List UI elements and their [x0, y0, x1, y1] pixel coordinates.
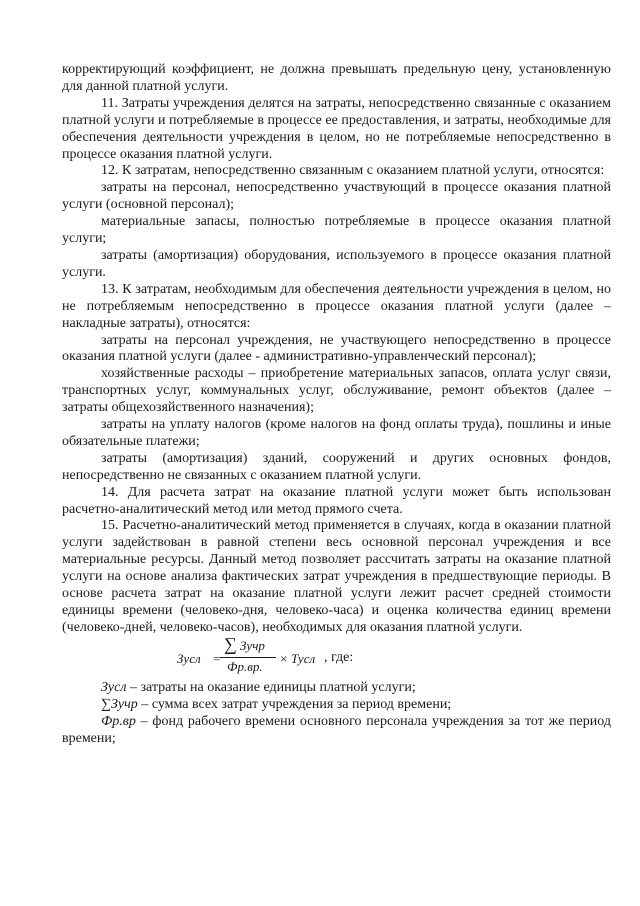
formula-tail: , где: — [324, 649, 354, 665]
definition-zusl — [62, 680, 611, 697]
paragraph-13-item-admin-staff: затраты на персонал учреждения, не участвующего непосредственно в процессе оказания платной услуги (далее - административно-управленческий персонал); — [62, 332, 611, 365]
paragraph-11: 11. Затраты учреждения делятся на затраты, непосредственно связанные с оказанием платной услуги и потребляемые в процессе ее предоставления, и затраты, необходимые для обеспечения деятельности учреждения в целом, но не потребляемые непосредственно в процессе оказания платной услуги. — [62, 95, 611, 162]
definition-sum-sign: ∑ — [101, 696, 111, 712]
formula-lhs: Зусл — [177, 650, 201, 666]
formula-factor: Тусл — [291, 650, 316, 666]
paragraph-15: 15. Расчетно-аналитический метод применяется в случаях, когда в оказании платной услуги задействован в равной степени весь основной персонал учреждения и все материальные ресурсы. Данный метод позволяет рассчитать затраты на оказание платной услуги на основе анализа фактических затрат учреждения в предшествующие периоды. В основе расчета затрат на оказание платной услуги лежит расчет средней стоимости единицы времени (человеко-дня, человеко-часа) и оценка количества единиц времени (человеко-дней, человеко-часов), необходимых для оказания платной услуги. — [62, 518, 611, 635]
paragraph-12-item-materials: материальные запасы, полностью потребляемые в процессе оказания платной услуги; — [62, 214, 611, 247]
formula-sum-sign: ∑ — [224, 633, 237, 654]
formula-times: × — [280, 650, 288, 666]
formula-fraction-bar — [220, 657, 276, 658]
definition-term: Фр.вр — [101, 713, 136, 729]
paragraph-13-item-taxes: затраты на уплату налогов (кроме налогов на фонд оплаты труда), пошлины и иные обязательные платежи; — [62, 417, 611, 449]
cost-formula — [62, 633, 611, 678]
paragraph-13: 13. К затратам, необходимым для обеспечения деятельности учреждения в целом, но не потребляемым непосредственно в процессе оказания платной услуги (далее – накладные затраты), относятся: — [62, 281, 611, 331]
formula-equals: = — [213, 650, 221, 666]
definition-text: – затраты на оказание единицы платной услуги; — [126, 679, 416, 695]
paragraph-12-item-equipment: затраты (амортизация) оборудования, используемого в процессе оказания платной услуги. — [62, 247, 611, 280]
definition-text: – фонд рабочего времени основного персонала учреждения за тот же период времени; — [62, 713, 611, 746]
definition-text: – сумма всех затрат учреждения за период времени; — [137, 696, 452, 712]
paragraph-13-item-buildings: затраты (амортизация) зданий, сооружений и других основных фондов, непосредственно не связанных с оказанием платной услуги. — [62, 450, 611, 483]
definition-term: Зусл — [101, 679, 127, 695]
document-page — [62, 62, 611, 747]
paragraph-12-item-staff: затраты на персонал, непосредственно участвующий в процессе оказания платной услуги (основной персонал); — [62, 180, 611, 213]
definition-term: Зучр — [110, 696, 138, 712]
paragraph-13-item-household: хозяйственные расходы – приобретение материальных запасов, оплата услуг связи, транспортных услуг, коммунальных услуг, обслуживание, ремонт объектов (далее – затраты общехозяйственного назначения); — [62, 366, 611, 416]
paragraph-continuation: корректирующий коэффициент, не должна превышать предельную цену, установленную для данной платной услуги. — [62, 62, 611, 94]
paragraph-14: 14. Для расчета затрат на оказание платной услуги может быть использован расчетно-аналитический метод или метод прямого счета. — [62, 484, 611, 517]
definition-zuchr — [62, 697, 611, 714]
paragraph-12: 12. К затратам, непосредственно связанным с оказанием платной услуги, относятся: — [101, 163, 605, 179]
definition-frvr — [62, 714, 611, 748]
formula-numerator: Зучр — [240, 637, 265, 653]
formula-denominator: Фр.вр. — [227, 658, 263, 674]
